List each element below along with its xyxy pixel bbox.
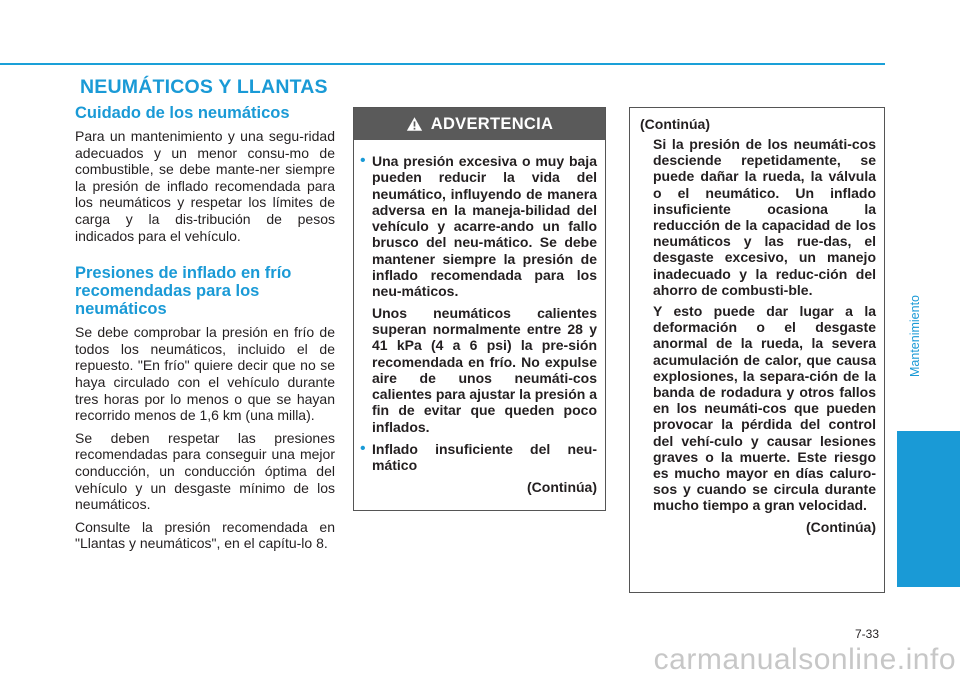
chapter-tab bbox=[897, 431, 960, 587]
heading-cold-pressure: Presiones de inflado en frío recomendadas para los neumáticos bbox=[75, 264, 292, 319]
continued-label: (Continúa) bbox=[806, 518, 876, 535]
chapter-label-text: Mantenimiento bbox=[908, 295, 922, 377]
paragraph-see-chapter: Consulte la presión recomendada en "Llantas y neumáticos", en el capítu-lo 8. bbox=[75, 518, 335, 552]
continued-paragraph: Si la presión de los neumáti-cos desciende repetidamente, se puede dañar la rueda, la válvula o el neumático. Un inflado insuficiente ocasiona la reducción de la capacidad de los neumáticos y las rue-das, el desgaste excesivo, un manejo inadecuado y la reduc-ción del ahorro de combusti-ble. bbox=[653, 136, 876, 298]
warning-text: • Inflado insuficiente del neu-mático bbox=[372, 441, 597, 474]
paragraph-cold-check: Se debe comprobar la presión en frío de todos los neumáticos, incluido el de repuesto. "En frío" quiere decir que no se haya circulado con el vehículo durante tres horas por lo menos o que se hayan recorrido menos de 1,6 km (una milla). bbox=[75, 324, 335, 424]
warning-text: • Una presión excesiva o muy baja pueden reducir la vida del neumático, influyendo de manera adversa en la maneja-bilidad del vehículo y acarre-ando un fallo brusco del neu-mático. Se debe mantener siempre la presión de inflado recomendada para los neu-máticos. bbox=[372, 153, 597, 300]
continued-box bbox=[629, 107, 885, 593]
warning-box bbox=[353, 107, 606, 511]
section-title: NEUMÁTICOS Y LLANTAS bbox=[80, 76, 328, 98]
paragraph-recommended: Se deben respetar las presiones recomendadas para conseguir una mejor conducción, un conducción óptima del vehículo y un desgaste mínimo de los neumáticos. bbox=[75, 429, 335, 513]
warning-header bbox=[354, 108, 605, 140]
warning-text: Unos neumáticos calientes superan normalmente entre 28 y 41 kPa (4 a 6 psi) la pre-sión recomendada en frío. No expulse aire de unos neumáti-cos calientes para ajustar la presión a fin de evitar que queden poco inflados. bbox=[372, 304, 597, 435]
heading-tire-care: Cuidado de los neumáticos bbox=[75, 104, 290, 122]
warning-item-underinflation bbox=[372, 441, 597, 495]
paragraph-tire-care: Para un mantenimiento y una segu-ridad adecuados y un menor consu-mo de combustible, se debe mante-ner siempre la presión de inflado recomendada para los neumáticos y respetar los límites de carga y la dis-tribución de pesos indicados para el vehículo. bbox=[75, 128, 335, 244]
warning-title: ADVERTENCIA bbox=[430, 114, 554, 133]
watermark: carmanualsonline.info bbox=[653, 643, 956, 676]
chapter-side-label bbox=[905, 248, 925, 424]
warning-triangle-icon bbox=[406, 116, 423, 132]
warning-list bbox=[354, 140, 605, 495]
top-rule bbox=[0, 63, 885, 65]
page-number: 7-33 bbox=[855, 627, 880, 641]
continued-paragraph: Y esto puede dar lugar a la deformación o el desgaste anormal de la rueda, la severa acumulación de calor, que causa explosiones, la separa-ción de la banda de rodadura y otros fallos en los neumáti-cos que pueden provocar la pérdida del control del vehí-culo y causar lesiones graves o la muerte. Este riesgo es mucho mayor en días caluro-sos y cuando se circula durante mucho tiempo a gran velocidad. bbox=[653, 303, 876, 514]
left-column bbox=[75, 104, 335, 558]
continued-label: (Continúa) bbox=[527, 478, 597, 495]
warning-item-overpressure bbox=[372, 153, 597, 435]
continued-heading: (Continúa) bbox=[640, 116, 710, 132]
